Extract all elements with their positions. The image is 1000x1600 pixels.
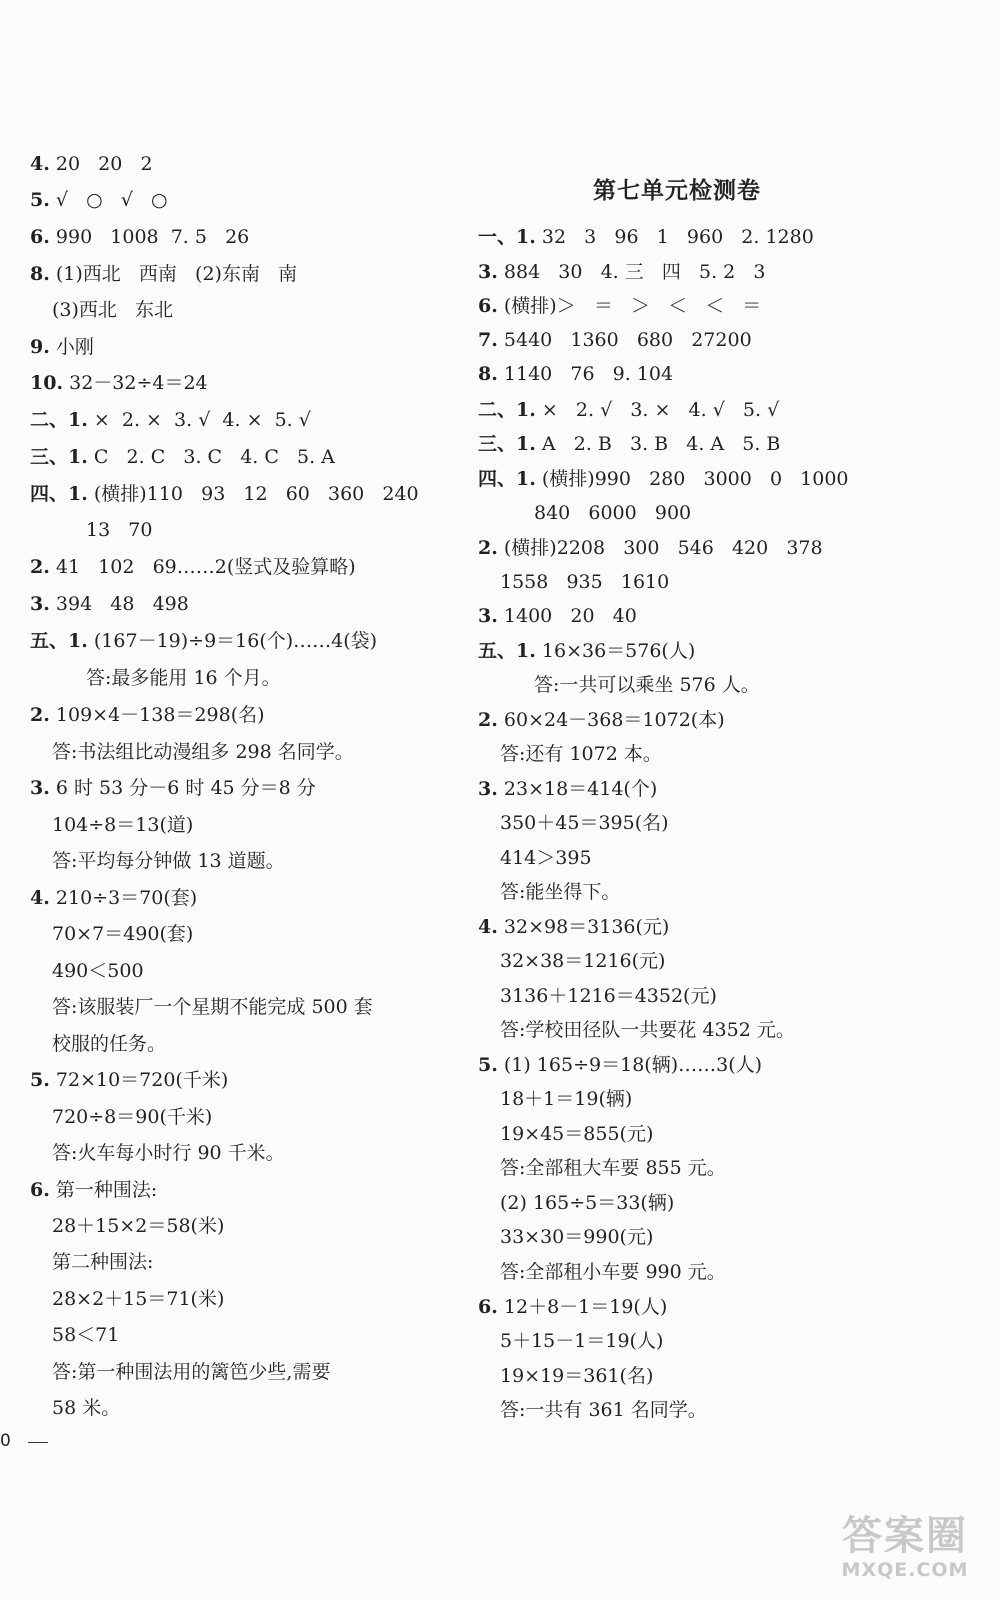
question-number: 2.: [478, 709, 498, 731]
answer-text: 答:一共有 361 名同学。: [500, 1399, 707, 1421]
question-number: 3.: [30, 777, 50, 799]
answer-line: [30, 445, 335, 469]
answer-text: 校服的任务。: [52, 1033, 167, 1055]
answer-line: [30, 335, 94, 359]
answer-line: [500, 984, 717, 1008]
answer-text: 答:学校田径队一共要花 4352 元。: [500, 1019, 795, 1041]
answer-text: (横排)990 280 3000 0 1000: [541, 468, 849, 490]
question-number: 2.: [30, 704, 50, 726]
answer-line: [478, 362, 673, 386]
answer-line: [478, 1053, 762, 1077]
answer-text: 19×45＝855(元): [500, 1123, 654, 1145]
answer-line: [52, 813, 193, 837]
answer-line: [478, 328, 752, 352]
answer-line: [30, 1068, 228, 1092]
answer-text: 32×38＝1216(元): [500, 950, 666, 972]
answer-text: 答:平均每分钟做 13 道题。: [52, 850, 285, 872]
answer-line: [52, 959, 144, 983]
answer-text: 答:书法组比动漫组多 298 名同学。: [52, 741, 354, 763]
answer-text: 32－32÷4＝24: [69, 372, 208, 394]
answer-line: [478, 708, 725, 732]
answer-line: [30, 555, 356, 579]
answer-line: [500, 880, 620, 904]
answer-line: [30, 776, 316, 800]
answer-text: 394 48 498: [55, 593, 189, 615]
answer-text: 19×19＝361(名): [500, 1365, 654, 1387]
answer-line: [478, 294, 761, 318]
question-number: 3.: [478, 261, 498, 283]
answer-text: 70×7＝490(套): [52, 923, 194, 945]
answer-text: 小刚: [55, 336, 94, 358]
answer-text: 28×2＋15＝71(米): [52, 1288, 225, 1310]
answer-text: 答:一共可以乘坐 576 人。: [534, 674, 760, 696]
answer-text: 32 3 96 1 960 2. 1280: [541, 226, 814, 248]
answer-line: [52, 1250, 153, 1274]
answer-text: 41 102 69……2(竖式及验算略): [55, 556, 356, 578]
question-number: 10.: [30, 372, 64, 394]
question-number: 5.: [30, 1069, 50, 1091]
question-number: 6.: [30, 1179, 50, 1201]
answer-text: (横排)2208 300 546 420 378: [503, 537, 823, 559]
answer-line: [52, 1323, 119, 1347]
answer-text: 72×10＝720(千米): [55, 1069, 229, 1091]
answer-text: 109×4－138＝298(名): [55, 704, 265, 726]
answer-line: [500, 1191, 674, 1215]
question-number: 4.: [30, 887, 50, 909]
answer-line: [52, 298, 173, 322]
answer-line: [52, 922, 193, 946]
watermark-main: 答案圈: [842, 1513, 968, 1559]
answer-text: 答:火车每小时行 90 千米。: [52, 1142, 285, 1164]
answer-text: 16×36＝576(人): [541, 640, 696, 662]
answer-line: [500, 1225, 653, 1249]
answer-line: [500, 1364, 653, 1388]
answer-line: [52, 1214, 224, 1238]
answer-text: 720÷8＝90(千米): [52, 1106, 213, 1128]
answer-line: [52, 1360, 330, 1384]
answer-text: (167－19)÷9＝16(个)……4(袋): [93, 630, 378, 652]
answer-line: [30, 408, 311, 432]
answer-line: [52, 740, 354, 764]
answer-text: × 2. √ 3. × 4. √ 5. √: [541, 399, 780, 421]
answer-line: [478, 604, 637, 628]
answer-text: 13 70: [86, 519, 153, 541]
answer-text: 840 6000 900: [534, 502, 692, 524]
answer-text: 58 米。: [52, 1397, 121, 1419]
answer-text: 990 1008 7. 5 26: [55, 226, 250, 248]
question-number: 4.: [478, 916, 498, 938]
answer-line: [478, 639, 695, 663]
answer-text: 33×30＝990(元): [500, 1226, 654, 1248]
answer-text: (3)西北 东北: [52, 299, 174, 321]
answer-text: 第一种围法:: [55, 1179, 158, 1201]
answer-text: 884 30 4. 三 四 5. 2 3: [503, 261, 766, 283]
answer-line: [30, 629, 377, 653]
answer-line: [478, 260, 765, 284]
answer-line: [52, 995, 373, 1019]
answer-line: [500, 1156, 726, 1180]
answer-line: [52, 1105, 212, 1129]
question-number: 一、1.: [478, 226, 536, 248]
answer-line: [500, 1087, 632, 1111]
watermark-sub: MXQE.COM: [841, 1559, 969, 1581]
question-number: 2.: [30, 556, 50, 578]
answer-line: [30, 886, 197, 910]
question-number: 五、1.: [478, 640, 536, 662]
answer-line: [478, 1295, 667, 1319]
answer-line: [478, 225, 814, 249]
question-number: 3.: [30, 593, 50, 615]
answer-text: 210÷3＝70(套): [55, 887, 198, 909]
answer-line: [478, 915, 669, 939]
answer-line: [500, 1018, 795, 1042]
answer-line: [478, 777, 657, 801]
question-number: 6.: [478, 1296, 498, 1318]
answer-line: [30, 703, 265, 727]
answer-line: [52, 849, 285, 873]
answer-text: C 2. C 3. C 4. C 5. A: [93, 446, 335, 468]
answer-text: 60×24－368＝1072(本): [503, 709, 725, 731]
answer-line: [30, 371, 208, 395]
answer-text: 5＋15－1＝19(人): [500, 1330, 664, 1352]
answer-text: 答:最多能用 16 个月。: [86, 667, 281, 689]
answer-line: [500, 846, 592, 870]
question-number: 三、1.: [478, 433, 536, 455]
answer-text: 32×98＝3136(元): [503, 916, 670, 938]
question-number: 6.: [30, 226, 50, 248]
question-number: 三、1.: [30, 446, 88, 468]
answer-line: [500, 1260, 726, 1284]
answer-text: 414＞395: [500, 847, 592, 869]
answer-text: 12＋8－1＝19(人): [503, 1296, 668, 1318]
answer-text: 5440 1360 680 27200: [503, 329, 752, 351]
answer-line: [52, 1032, 166, 1056]
answer-text: 答:第一种围法用的篱笆少些,需要: [52, 1361, 331, 1383]
answer-line: [500, 742, 662, 766]
answer-line: [86, 666, 281, 690]
answer-line: [534, 673, 760, 697]
answer-line: [478, 467, 849, 491]
answer-text: (横排)＞ ＝ ＞ ＜ ＜ ＝: [503, 295, 762, 317]
answer-line: [500, 570, 669, 594]
question-number: 二、1.: [478, 399, 536, 421]
answer-text: 1558 935 1610: [500, 571, 670, 593]
question-number: 7.: [478, 329, 498, 351]
answer-line: [478, 398, 779, 422]
answer-line: [30, 1178, 157, 1202]
answer-text: 28＋15×2＝58(米): [52, 1215, 225, 1237]
answer-text: 答:该服装厂一个星期不能完成 500 套: [52, 996, 373, 1018]
question-number: 6.: [478, 295, 498, 317]
answer-text: 1400 20 40: [503, 605, 637, 627]
answer-line: [500, 1398, 707, 1422]
answer-line: [30, 152, 153, 176]
answer-line: [52, 1141, 285, 1165]
answer-line: [30, 188, 168, 212]
answer-line: [52, 1396, 120, 1420]
answer-line: [30, 592, 189, 616]
question-number: 5.: [30, 189, 50, 211]
answer-text: (2) 165÷5＝33(辆): [500, 1192, 675, 1214]
answer-line: [30, 225, 249, 249]
question-number: 5.: [478, 1054, 498, 1076]
answer-line: [500, 1122, 653, 1146]
answer-text: (1)西北 西南 (2)东南 南: [55, 263, 298, 285]
answer-text: 58＜71: [52, 1324, 120, 1346]
question-number: 4.: [30, 153, 50, 175]
answer-line: [86, 518, 152, 542]
answer-text: 490＜500: [52, 960, 144, 982]
page-number: 0: [0, 1431, 11, 1451]
answer-text: (横排)110 93 12 60 360 240: [93, 483, 419, 505]
answer-line: [500, 949, 665, 973]
question-number: 8.: [30, 263, 50, 285]
answer-text: 104÷8＝13(道): [52, 814, 194, 836]
answer-text: 20 20 2: [55, 153, 153, 175]
answer-text: (1) 165÷9＝18(辆)……3(人): [503, 1054, 763, 1076]
answer-line: [500, 1329, 663, 1353]
answer-text: 3136＋1216＝4352(元): [500, 985, 717, 1007]
answer-text: 答:全部租小车要 990 元。: [500, 1261, 726, 1283]
answer-line: [478, 432, 780, 456]
question-number: 四、1.: [478, 468, 536, 490]
question-number: 3.: [478, 605, 498, 627]
question-number: 四、1.: [30, 483, 88, 505]
question-number: 3.: [478, 778, 498, 800]
answer-text: 350＋45＝395(名): [500, 812, 669, 834]
answer-line: [534, 501, 691, 525]
answer-line: [500, 811, 669, 835]
answer-text: A 2. B 3. B 4. A 5. B: [541, 433, 781, 455]
answer-text: 6 时 53 分－6 时 45 分＝8 分: [55, 777, 316, 799]
unit-test-title: 第七单元检测卷: [593, 178, 761, 204]
answer-text: 23×18＝414(个): [503, 778, 658, 800]
question-number: 五、1.: [30, 630, 88, 652]
answer-line: [52, 1287, 224, 1311]
watermark-logo: [820, 1514, 990, 1592]
answer-text: 1140 76 9. 104: [503, 363, 674, 385]
answer-text: 第二种围法:: [52, 1251, 154, 1273]
answer-text: √ ○ √ ○: [55, 189, 168, 211]
answer-text: × 2. × 3. √ 4. × 5. √: [93, 409, 311, 431]
question-number: 9.: [30, 336, 50, 358]
answer-text: 答:还有 1072 本。: [500, 743, 662, 765]
question-number: 8.: [478, 363, 498, 385]
answer-line: [30, 262, 297, 286]
answer-line: [30, 482, 419, 506]
question-number: 2.: [478, 537, 498, 559]
question-number: 二、1.: [30, 409, 88, 431]
answer-text: 答:能坐得下。: [500, 881, 621, 903]
page-number-dash: [28, 1442, 48, 1443]
answer-text: 答:全部租大车要 855 元。: [500, 1157, 726, 1179]
answer-line: [478, 536, 823, 560]
answer-text: 18＋1＝19(辆): [500, 1088, 633, 1110]
